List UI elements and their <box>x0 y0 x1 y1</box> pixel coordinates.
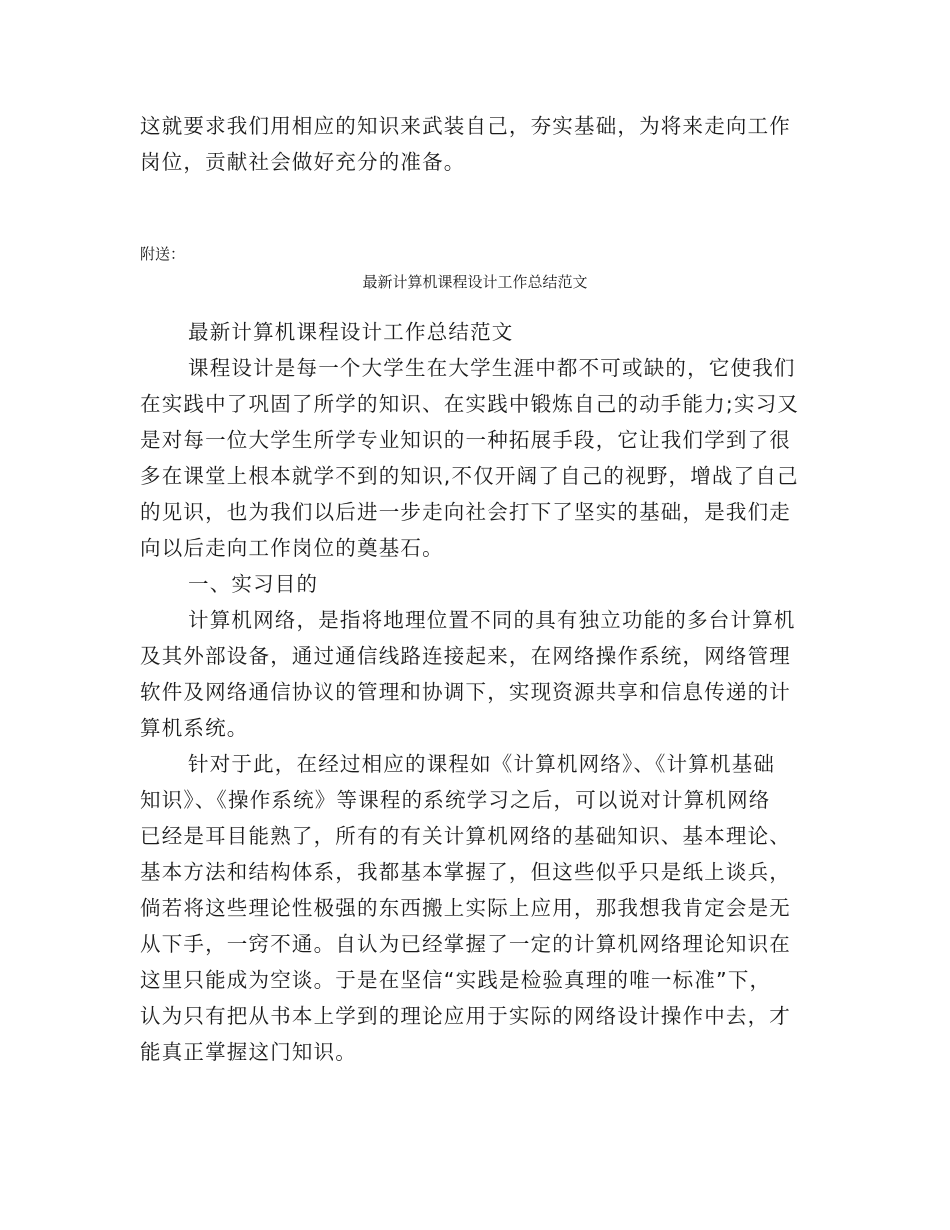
para3-line-1: 针对于此，在经过相应的课程如《计算机网络》、《计算机基础 <box>188 752 776 776</box>
section-heading-1: 一、实习目的 <box>188 572 319 596</box>
para3-line-2: 知识》、《操作系统》等课程的系统学习之后，可以说对计算机网络 <box>140 788 771 812</box>
para2-line-3: 软件及网络通信协议的管理和协调下，实现资源共享和信息传递的计 <box>140 680 791 704</box>
para2-line-1: 计算机网络，是指将地理位置不同的具有独立功能的多台计算机 <box>188 608 796 632</box>
para3-line-9: 能真正掌握这门知识。 <box>140 1040 357 1064</box>
appendix-title: 最新计算机课程设计工作总结范文 <box>362 273 588 291</box>
para1-line-5: 的见识，也为我们以后进一步走向社会打下了坚实的基础，是我们走 <box>140 500 791 524</box>
intro-line-2: 岗位，贡献社会做好充分的准备。 <box>140 150 466 174</box>
para1-line-1: 课程设计是每一个大学生在大学生涯中都不可或缺的，它使我们 <box>188 356 796 380</box>
appendix-label: 附送： <box>140 245 186 263</box>
para3-line-6: 从下手，一窍不通。自认为已经掌握了一定的计算机网络理论知识在 <box>140 932 791 956</box>
intro-paragraph <box>140 108 820 180</box>
para3-line-5: 倘若将这些理论性极强的东西搬上实际上应用，那我想我肯定会是无 <box>140 896 791 920</box>
para3-line-3: 已经是耳目能熟了，所有的有关计算机网络的基础知识、基本理论、 <box>140 824 791 848</box>
intro-line-1: 这就要求我们用相应的知识来武装自己，夯实基础，为将来走向工作 <box>140 114 791 138</box>
para1-line-3: 是对每一位大学生所学专业知识的一种拓展手段，它让我们学到了很 <box>140 428 791 452</box>
para3-line-7: 这里只能成为空谈。于是在坚信“实践是检验真理的唯一标准”下， <box>140 968 772 992</box>
para1-line-2: 在实践中了巩固了所学的知识、在实践中锻炼自己的动手能力;实习又 <box>140 392 800 416</box>
para3-line-8: 认为只有把从书本上学到的理论应用于实际的网络设计操作中去，才 <box>140 1004 791 1028</box>
para1-line-6: 向以后走向工作岗位的奠基石。 <box>140 536 444 560</box>
para1-line-4: 多在课堂上根本就学不到的知识,不仅开阔了自己的视野，增战了自己 <box>140 464 799 488</box>
para2-line-4: 算机系统。 <box>140 716 249 740</box>
para3-line-4: 基本方法和结构体系，我都基本掌握了，但这些似乎只是纸上谈兵， <box>140 860 791 884</box>
article-heading: 最新计算机课程设计工作总结范文 <box>188 320 514 344</box>
para2-line-2: 及其外部设备，通过通信线路连接起来，在网络操作系统，网络管理 <box>140 644 791 668</box>
article-body <box>140 314 820 1070</box>
